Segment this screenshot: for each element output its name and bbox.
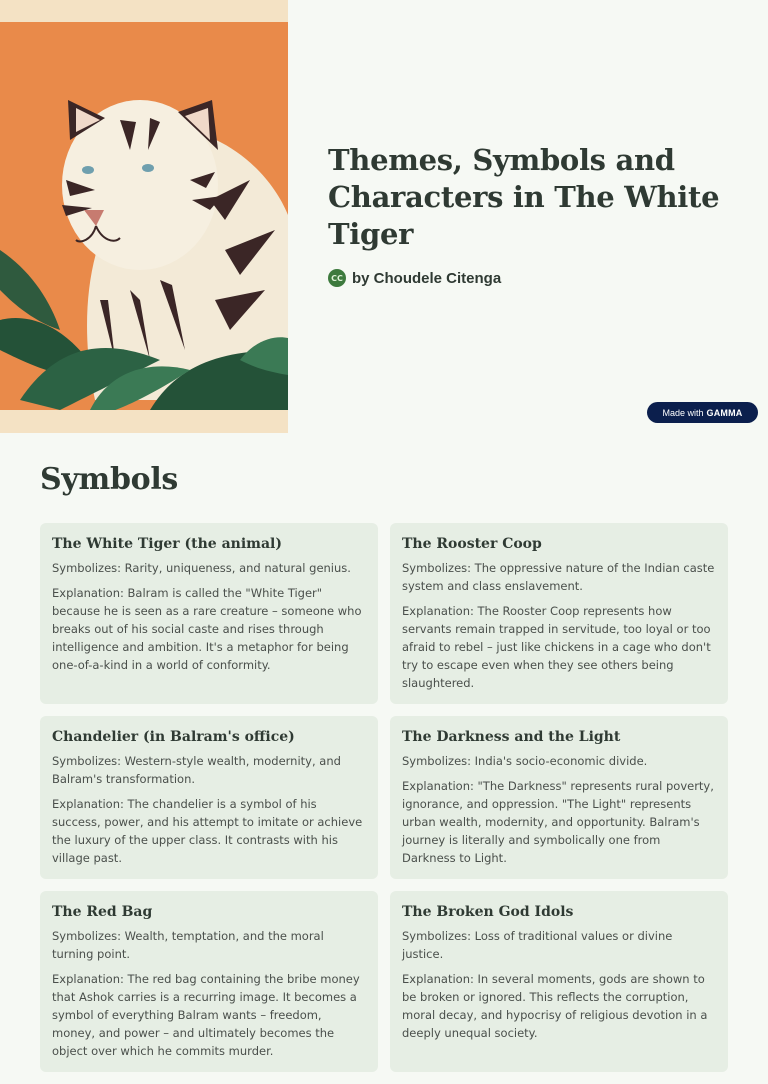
page-title: Themes, Symbols and Characters in The White Tiger: [328, 143, 720, 251]
card-title: The White Tiger (the animal): [52, 536, 282, 552]
card-symbolizes: Symbolizes: India's socio-economic divide.: [402, 754, 648, 768]
author-avatar: CC: [328, 269, 346, 287]
card-title: The Darkness and the Light: [402, 729, 621, 745]
card-symbolizes: Symbolizes: Western-style wealth, modernity, and Balram's transformation.: [52, 754, 341, 786]
author-byline: [328, 269, 728, 287]
section-title: Symbols: [40, 462, 179, 497]
hero-section: [0, 0, 768, 433]
made-with-gamma-badge[interactable]: [647, 402, 758, 423]
symbol-card: [40, 891, 378, 1072]
made-with-label: Made with: [662, 407, 704, 418]
symbol-cards-grid: [40, 523, 728, 1084]
card-explanation: Explanation: Balram is called the "White Tiger" because he is seen as a rare creature – someone who breaks out of his social caste and rises through intelligence and ambition. It's a metaphor for being one-of-a-kind in a world of conformity.: [52, 586, 362, 672]
symbol-card: [390, 716, 728, 879]
card-explanation: Explanation: The chandelier is a symbol of his success, power, and his attempt to imitate or achieve the luxury of the upper class. It contrasts with his village past.: [52, 797, 363, 865]
card-explanation: Explanation: In several moments, gods are shown to be broken or ignored. This reflects the corruption, moral decay, and hypocrisy of religious devotion in a deeply unequal society.: [402, 972, 708, 1040]
card-symbolizes: Symbolizes: Loss of traditional values or divine justice.: [402, 929, 673, 961]
card-explanation: Explanation: The Rooster Coop represents how servants remain trapped in servitude, too loyal or too afraid to rebel – just like chickens in a cage who don't try to escape even when they see others being slaughtered.: [402, 604, 711, 690]
symbol-card: [390, 891, 728, 1072]
symbol-card: [40, 523, 378, 704]
card-title: The Broken God Idols: [402, 904, 574, 920]
white-tiger-illustration: [0, 0, 288, 433]
symbol-card: [390, 523, 728, 704]
card-symbolizes: Symbolizes: Rarity, uniqueness, and natural genius.: [52, 561, 351, 575]
symbol-card: [40, 716, 378, 879]
card-symbolizes: Symbolizes: The oppressive nature of the Indian caste system and class enslavement.: [402, 561, 715, 593]
gamma-logo: GAMMA: [706, 407, 743, 418]
card-title: The Red Bag: [52, 904, 153, 920]
card-title: Chandelier (in Balram's office): [52, 729, 295, 745]
author-name: by Choudele Citenga: [352, 269, 502, 287]
card-explanation: Explanation: "The Darkness" represents rural poverty, ignorance, and oppression. "The Light" represents urban wealth, modernity, and opportunity. Balram's journey is literally and symbolically one from Darkness to Light.: [402, 779, 714, 865]
card-explanation: Explanation: The red bag containing the bribe money that Ashok carries is a recurring image. It becomes a symbol of everything Balram wants – freedom, money, and power – and ultimately becomes the object over which he commits murder.: [52, 972, 360, 1058]
card-symbolizes: Symbolizes: Wealth, temptation, and the moral turning point.: [52, 929, 324, 961]
card-title: The Rooster Coop: [402, 536, 542, 552]
